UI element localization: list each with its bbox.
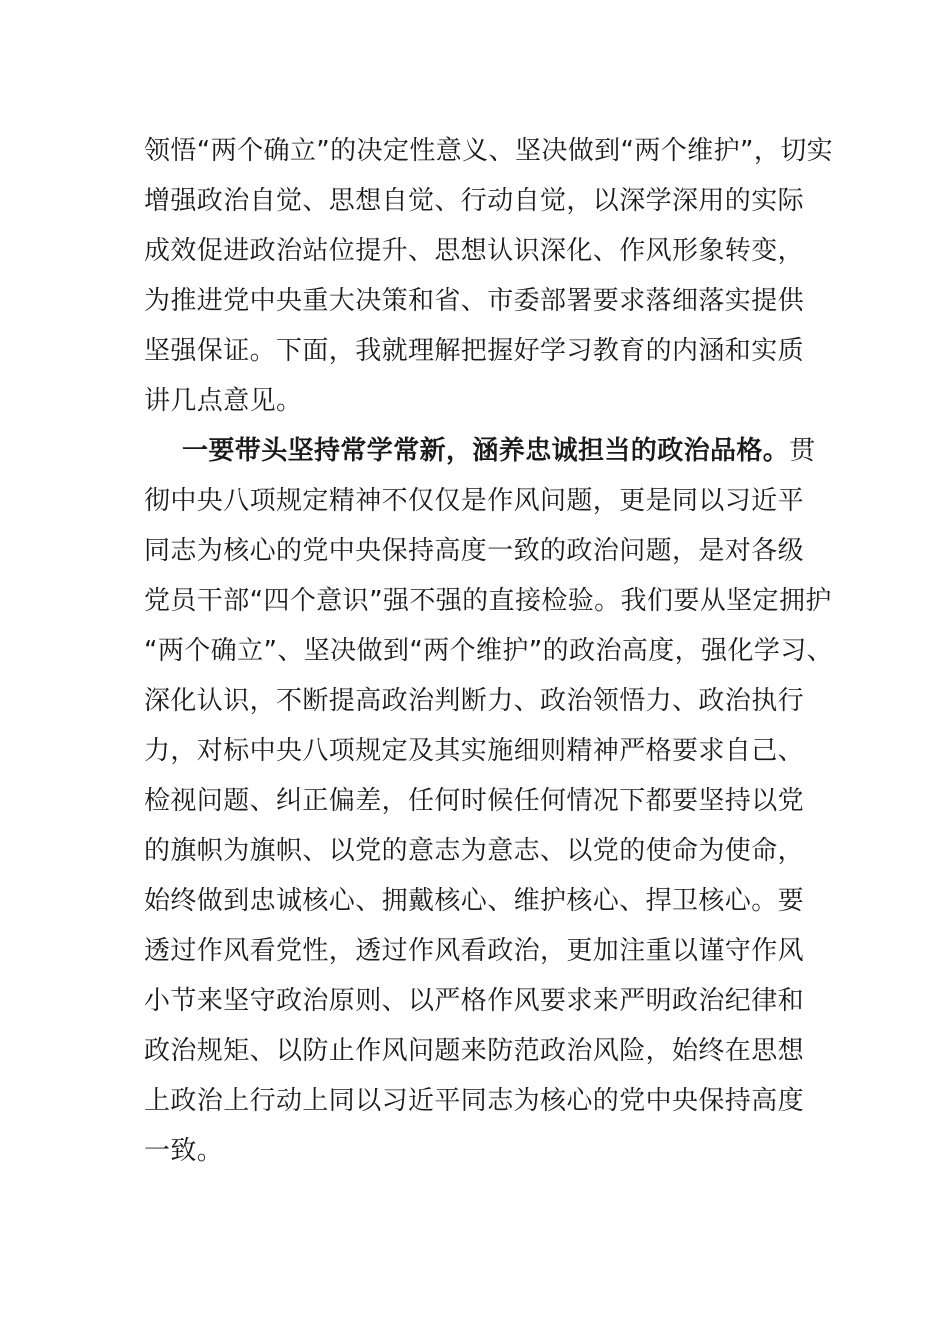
text-line: 同志为核心的党中央保持高度一致的政治问题，是对各级	[144, 536, 805, 566]
text-line: 透过作风看党性，透过作风看政治，更加注重以谨守作风	[144, 936, 805, 966]
text-line: 小节来坚守政治原则、以严格作风要求来严明政治纪律和	[144, 986, 805, 1016]
text-line: 的旗帜为旗帜、以党的意志为意志、以党的使命为使命，	[144, 836, 805, 866]
text-line: 彻中央八项规定精神不仅仅是作风问题，更是同以习近平	[144, 486, 805, 516]
text-line: 一致。	[144, 1136, 224, 1166]
text-line: 力，对标中央八项规定及其实施细则精神严格要求自己、	[144, 736, 805, 766]
text-line: 成效促进政治站位提升、思想认识深化、作风形象转变，	[144, 236, 805, 266]
text-line: 上政治上行动上同以习近平同志为核心的党中央保持高度	[144, 1086, 805, 1116]
text-line: 政治规矩、以防止作风问题来防范政治风险，始终在思想	[144, 1036, 805, 1066]
text-line: “两个确立”、坚决做到“两个维护”的政治高度，强化学习、	[144, 636, 834, 666]
section-heading: 一要带头坚持常学常新，涵养忠诚担当的政治品格。	[182, 436, 790, 466]
text-line-first	[144, 426, 816, 476]
paragraph-1	[144, 126, 834, 426]
text-line: 领悟“两个确立”的决定性意义、坚决做到“两个维护”，切实	[144, 136, 834, 166]
document-body	[144, 126, 834, 1176]
text-line: 坚强保证。下面，我就理解把握好学习教育的内涵和实质	[144, 336, 805, 366]
text-line: 讲几点意见。	[144, 386, 303, 416]
text-line: 始终做到忠诚核心、拥戴核心、维护核心、捍卫核心。要	[144, 886, 805, 916]
text-run: 贯	[789, 436, 816, 466]
text-line: 党员干部“四个意识”强不强的直接检验。我们要从坚定拥护	[144, 586, 832, 616]
paragraph-2	[144, 426, 834, 1176]
text-line: 检视问题、纠正偏差，任何时候任何情况下都要坚持以党	[144, 786, 805, 816]
text-line: 深化认识，不断提高政治判断力、政治领悟力、政治执行	[144, 686, 805, 716]
text-line: 增强政治自觉、思想自觉、行动自觉，以深学深用的实际	[144, 186, 805, 216]
text-line: 为推进党中央重大决策和省、市委部署要求落细落实提供	[144, 286, 805, 316]
